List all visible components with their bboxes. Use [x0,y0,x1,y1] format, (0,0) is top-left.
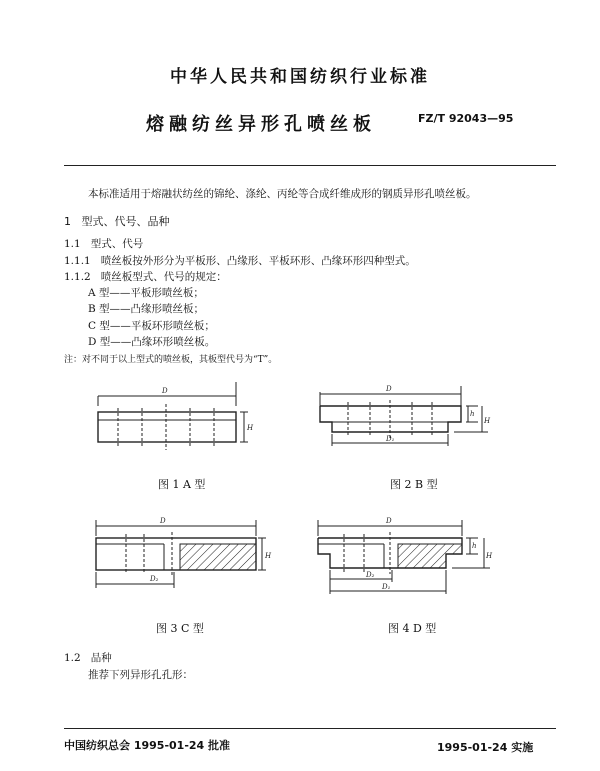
clause-1-1 [64,236,143,251]
footer-rule [64,728,556,729]
clause-1-1-1 [64,253,416,268]
clause-number: 1.1 [64,238,81,250]
dimension-label: D [162,387,168,395]
dimension-label: D [386,385,392,393]
dimension-label: D₂ [366,571,375,579]
dimension-label: D₁ [382,583,391,591]
figure-1-caption: 图 1 A 型 [158,478,206,491]
clause-1-1-2 [64,269,227,284]
type-item: B 型——凸缘形喷丝板； [88,303,205,315]
dimension-label: D [386,517,392,525]
clause-1-2-text: 推荐下列异形孔孔形： [88,669,193,681]
type-item: C 型——平板环形喷丝板； [88,320,215,332]
clause-1-2 [64,650,112,665]
dimension-label: D₂ [150,575,159,583]
clause-number: 1.2 [64,652,81,664]
intro-paragraph: 本标准适用于熔融状纺丝的锦纶、涤纶、丙纶等合成纤维成形的钢质异形孔喷丝板。 [88,188,477,200]
section-title: 型式、代号、品种 [81,215,170,228]
header-rule [64,165,556,166]
dimension-label: h [470,410,475,418]
section-1-heading [64,213,170,229]
figure-3-caption: 图 3 C 型 [156,622,204,635]
figure-1-drawing [90,382,270,462]
dimension-label: H [486,552,493,560]
type-item: A 型——平板形喷丝板； [88,287,204,299]
section-number: 1 [64,215,71,228]
dimension-label: D₁ [386,435,395,443]
clause-number: 1.1.2 [64,271,91,283]
dimension-label: H [265,552,272,560]
type-item: D 型——凸缘环形喷丝板。 [88,336,216,348]
figure-4-caption: 图 4 D 型 [388,622,437,635]
note: 注：对不同于以上型式的喷丝板，其板型代号为“T”。 [64,355,278,365]
effective-date: 1995-01-24 实施 [437,741,534,754]
dimension-label: h [472,542,477,550]
clause-text: 喷丝板按外形分为平板形、凸缘形、平板环形、凸缘环形四种型式。 [100,255,416,267]
dimension-label: D [160,517,166,525]
dimension-label: H [247,424,254,432]
figure-2-drawing [318,382,518,462]
clause-text: 品种 [90,652,112,664]
figure-3-drawing [90,514,270,604]
standard-organization: 中华人民共和国纺织行业标准 [170,67,430,87]
figure-2-caption: 图 2 B 型 [390,478,438,491]
standard-code: FZ/T 92043—95 [418,112,514,125]
clause-number: 1.1.1 [64,255,91,267]
figure-4-drawing [314,514,514,609]
dimension-label: H [484,417,491,425]
clause-text: 型式、代号 [90,238,144,250]
approval-date: 中国纺织总会 1995-01-24 批准 [64,739,231,752]
clause-text: 喷丝板型式、代号的规定： [100,271,227,283]
standard-title: 熔融纺丝异形孔喷丝板 [146,114,376,135]
